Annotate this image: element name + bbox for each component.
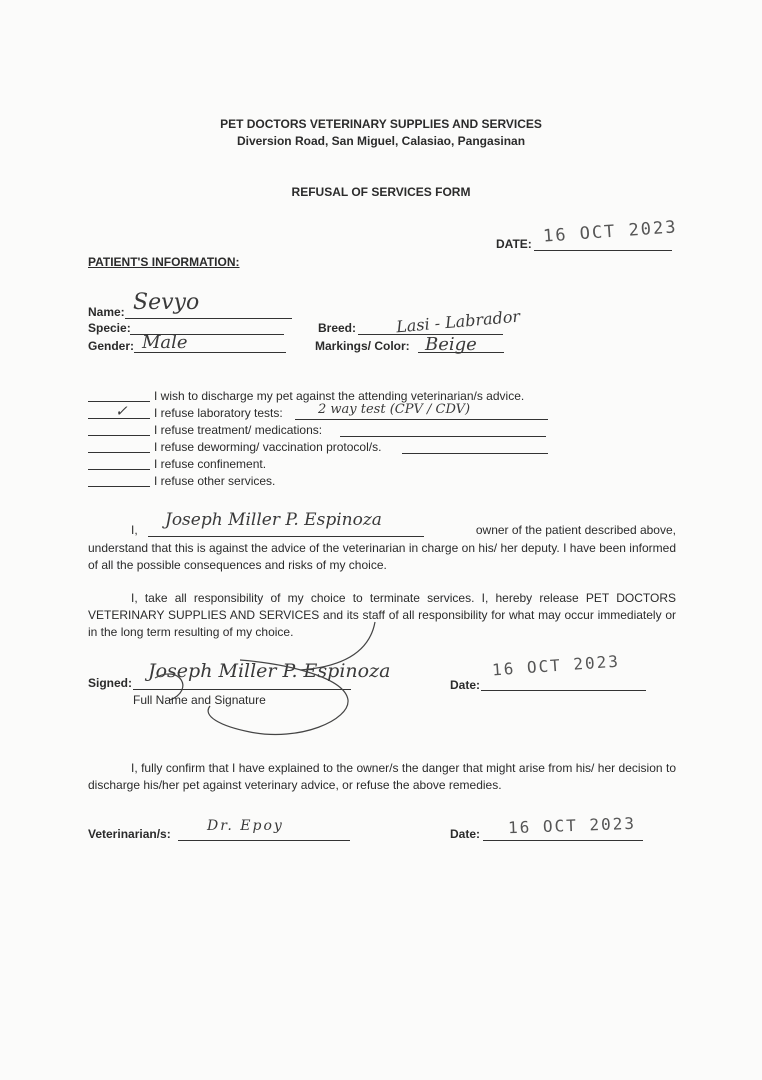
vet-date-label: Date: [450, 827, 481, 841]
vet-date-stamp: 16 OCT 2023 [507, 813, 637, 838]
form-title: REFUSAL OF SERVICES FORM [291, 185, 471, 199]
patient-info-heading: PATIENT'S INFORMATION: [88, 255, 240, 269]
vet-date-line [483, 840, 643, 841]
option-text: I refuse confinement. [154, 457, 267, 471]
confirmation-text: I, fully confirm that I have explained to the owner/s the danger that might arise from his/ her decision to discharge his/her pet against veterinary advice, or refuse the above remedies. [88, 761, 676, 792]
signed-label: Signed: [88, 676, 132, 690]
option-blank [88, 469, 150, 470]
signed-date-line [481, 690, 646, 691]
name-line [125, 318, 292, 319]
name-label: Name: [88, 305, 125, 319]
responsibility-text: I, take all responsibility of my choice to terminate services. I, hereby release PET DOCTORS VETERINARY SUPPLIES AND SERVICES and its staff of all responsibility for what may occur immediately or in the long term resulting of my choice. [88, 591, 676, 639]
gender-value: Male [142, 332, 188, 353]
option-text: I refuse other services. [154, 474, 276, 488]
option-text: I refuse treatment/ medications: [154, 423, 323, 437]
name-value: Sevyo [133, 290, 200, 315]
veterinarian-line [178, 840, 350, 841]
owner-signature: Joseph Miller P. Espinoza [148, 660, 391, 682]
option-detail: 2 way test (CPV / CDV) [318, 402, 471, 417]
signed-date-stamp: 16 OCT 2023 [491, 651, 621, 680]
option-blank [88, 452, 150, 453]
option-blank [88, 435, 150, 436]
owner-name-line [148, 536, 424, 537]
option-blank [88, 486, 150, 487]
date-label: DATE: [496, 237, 532, 251]
option-text: I refuse laboratory tests: [154, 406, 283, 420]
breed-label: Breed: [318, 321, 357, 335]
declaration-text: understand that this is against the advice of the veterinarian in charge on his/ her deputy. I have been informed of all the possible consequences and risks of my choice. [88, 541, 676, 572]
signature-caption: Full Name and Signature [133, 693, 266, 707]
veterinarian-label: Veterinarian/s: [88, 827, 171, 841]
option-text: I refuse deworming/ vaccination protocol/s. [154, 440, 382, 454]
specie-label: Specie: [88, 321, 131, 335]
date-stamp: 16 OCT 2023 [542, 217, 679, 247]
declaration-line1-end: owner of the patient described above, [475, 523, 676, 537]
signature-flourish [140, 620, 380, 745]
owner-name: Joseph Miller P. Espinoza [165, 510, 382, 530]
date-line [534, 250, 672, 251]
declaration-i: I, [131, 523, 138, 537]
company-name: PET DOCTORS VETERINARY SUPPLIES AND SERVICES [220, 117, 542, 131]
markings-value: Beige [425, 334, 477, 355]
option-detail-line [402, 453, 548, 454]
markings-label: Markings/ Color: [315, 339, 410, 353]
gender-label: Gender: [88, 339, 135, 353]
option-checkmark: ✓ [115, 402, 128, 420]
company-address: Diversion Road, San Miguel, Calasiao, Pangasinan [236, 134, 526, 148]
signed-date-label: Date: [450, 678, 481, 692]
option-detail-line [295, 419, 548, 420]
option-text: I wish to discharge my pet against the attending veterinarian/s advice. [154, 389, 525, 403]
veterinarian-signature: Dr. Epoy [207, 818, 284, 834]
option-detail-line [340, 436, 546, 437]
breed-value: Lasi - Labrador [395, 306, 521, 337]
